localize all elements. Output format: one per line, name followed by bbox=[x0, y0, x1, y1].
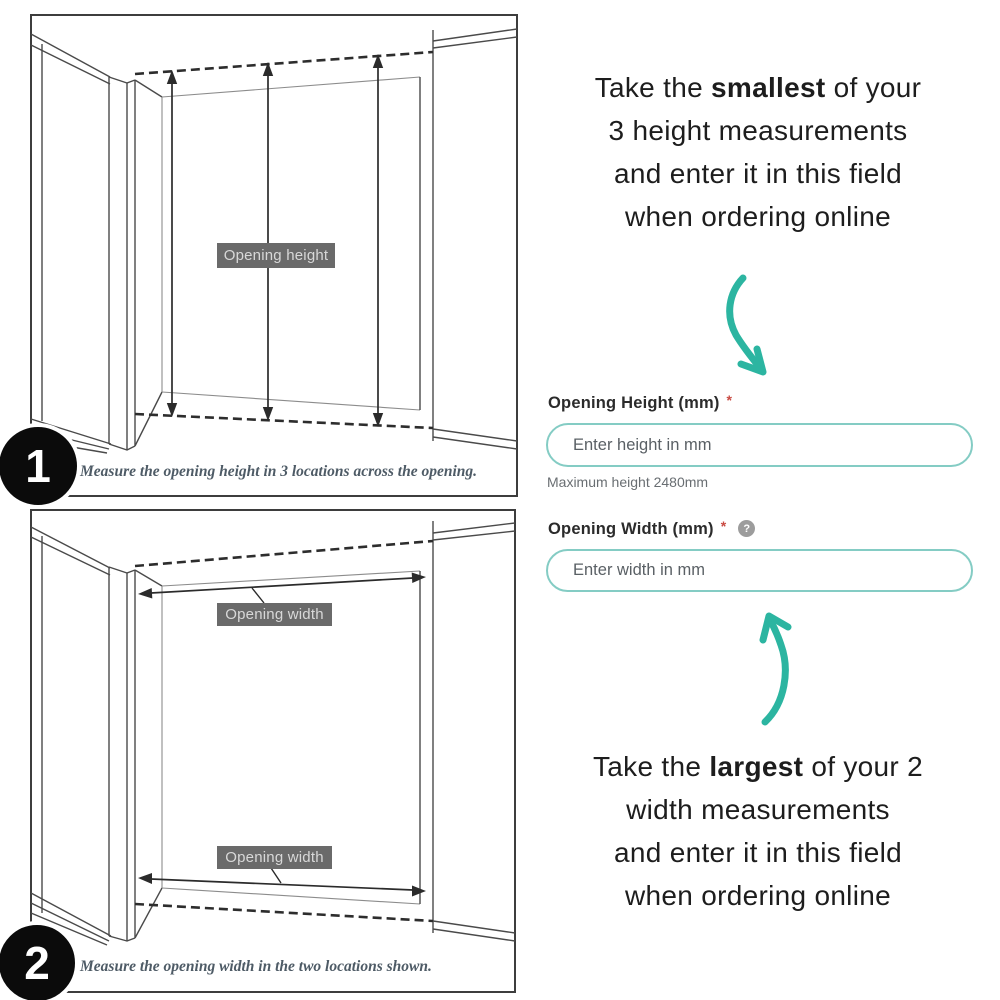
width-instruction-line-2: width measurements bbox=[626, 794, 890, 825]
width-instruction-line-4: when ordering online bbox=[625, 880, 891, 911]
step-2-badge bbox=[0, 921, 79, 1000]
height-instruction-line-4: when ordering online bbox=[625, 201, 891, 232]
opening-width-diagram-label-top: Opening width bbox=[217, 603, 332, 626]
opening-width-field-label bbox=[548, 517, 755, 539]
help-icon[interactable]: ? bbox=[738, 520, 755, 537]
step-2-number: 2 bbox=[24, 937, 50, 989]
height-instruction-line-3: and enter it in this field bbox=[614, 158, 902, 189]
opening-width-label-text: Opening Width (mm) bbox=[548, 520, 714, 538]
required-asterisk: * bbox=[726, 391, 733, 408]
step-1-number: 1 bbox=[25, 440, 51, 492]
curved-arrow-up-icon bbox=[735, 600, 815, 735]
opening-height-diagram-label: Opening height bbox=[217, 243, 335, 268]
width-instruction-text bbox=[528, 745, 988, 917]
step-2-caption: Measure the opening width in the two locations shown. bbox=[80, 958, 432, 975]
opening-height-input[interactable] bbox=[546, 423, 973, 467]
opening-height-field-label bbox=[548, 391, 733, 413]
width-instruction-line-3: and enter it in this field bbox=[614, 837, 902, 868]
required-asterisk: * bbox=[720, 517, 727, 534]
height-instruction-line-2: 3 height measurements bbox=[608, 115, 908, 146]
diagram-opening-width bbox=[31, 510, 515, 992]
opening-width-diagram-label-bottom: Opening width bbox=[217, 846, 332, 869]
step-1-caption: Measure the opening height in 3 locations across the opening. bbox=[80, 463, 478, 480]
curved-arrow-down-icon bbox=[700, 265, 790, 390]
max-height-helper-text: Maximum height 2480mm bbox=[547, 474, 709, 490]
height-instruction-text bbox=[528, 66, 988, 238]
width-instruction-line-1: Take the largest of your 2 bbox=[593, 751, 923, 782]
height-instruction-line-1: Take the smallest of your bbox=[594, 72, 922, 103]
opening-height-label-text: Opening Height (mm) bbox=[548, 394, 720, 412]
opening-width-input[interactable] bbox=[546, 549, 973, 592]
